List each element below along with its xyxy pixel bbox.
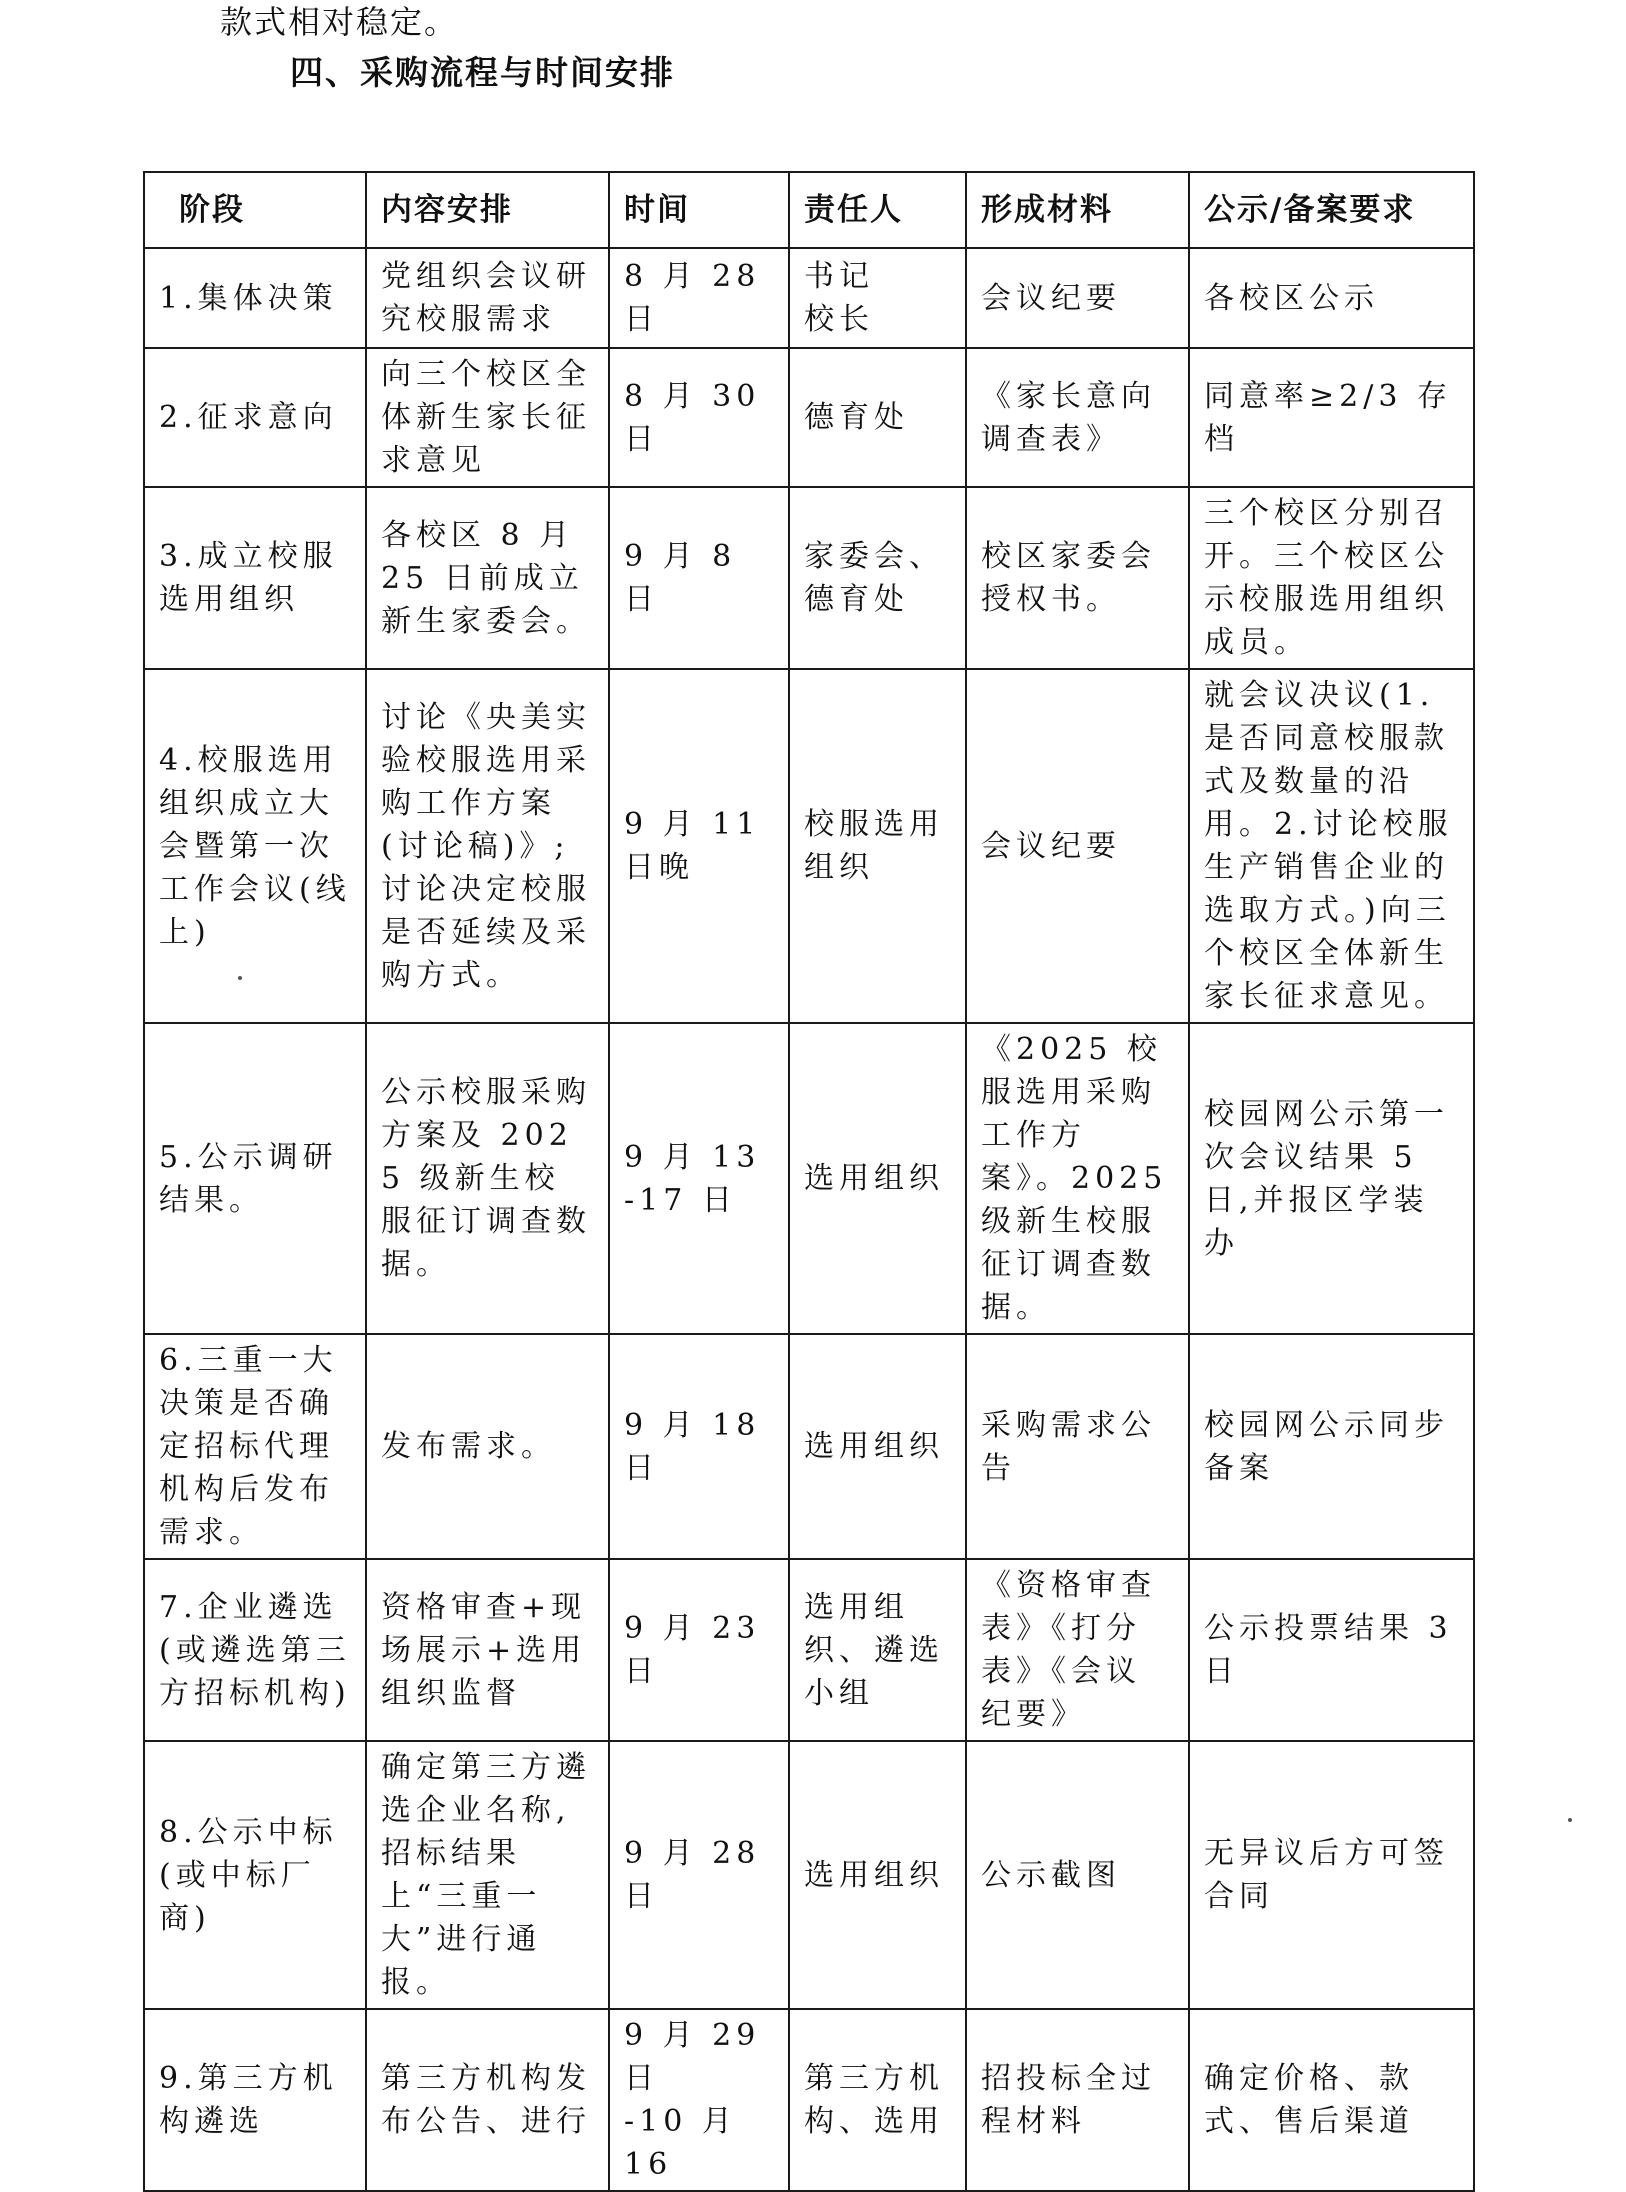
table-row	[144, 1741, 1474, 2009]
table-row	[144, 1559, 1474, 1741]
cell-publicity: 三个校区分别召开。三个校区公示校服选用组织成员。	[1189, 487, 1474, 669]
cell-materials: 《资格审查表》《打分表》《会议纪要》	[966, 1559, 1189, 1741]
cell-responsible: 第三方机构、选用	[789, 2009, 966, 2191]
cell-time: 9 月 29 日 -10 月 16	[609, 2009, 789, 2191]
cell-time: 9 月 8 日	[609, 487, 789, 669]
cell-stage: 8.公示中标(或中标厂商)	[144, 1741, 366, 2009]
table-row	[144, 487, 1474, 669]
cell-content: 发布需求。	[366, 1334, 609, 1559]
cell-materials: 会议纪要	[966, 248, 1189, 348]
cell-materials: 会议纪要	[966, 669, 1189, 1023]
cell-publicity: 各校区公示	[1189, 248, 1474, 348]
header-stage: 阶段	[144, 172, 366, 248]
table-row	[144, 348, 1474, 487]
cell-time: 9 月 23 日	[609, 1559, 789, 1741]
cell-stage: 1.集体决策	[144, 248, 366, 348]
cell-publicity: 就会议决议(1.是否同意校服款式及数量的沿用。2.讨论校服生产销售企业的选取方式。)向三个校区全体新生家长征求意见。	[1189, 669, 1474, 1023]
cell-content: 党组织会议研究校服需求	[366, 248, 609, 348]
cell-content: 确定第三方遴选企业名称,招标结果上“三重一大”进行通报。	[366, 1741, 609, 2009]
cell-materials: 《2025 校服选用采购工作方案》。2025 级新生校服征订调查数据。	[966, 1023, 1189, 1334]
cell-responsible: 选用组织	[789, 1334, 966, 1559]
header-materials: 形成材料	[966, 172, 1189, 248]
cell-publicity: 无异议后方可签合同	[1189, 1741, 1474, 2009]
section-heading: 四、采购流程与时间安排	[290, 53, 675, 92]
cell-responsible: 家委会、德育处	[789, 487, 966, 669]
cell-stage: 9.第三方机构遴选	[144, 2009, 366, 2191]
header-responsible: 责任人	[789, 172, 966, 248]
cell-time: 9 月 28 日	[609, 1741, 789, 2009]
cell-stage: 6.三重一大决策是否确定招标代理机构后发布需求。	[144, 1334, 366, 1559]
cell-materials: 采购需求公告	[966, 1334, 1189, 1559]
cell-publicity: 确定价格、款式、售后渠道	[1189, 2009, 1474, 2191]
cell-stage: 5.公示调研结果。	[144, 1023, 366, 1334]
cell-time: 9 月 13-17 日	[609, 1023, 789, 1334]
cell-responsible: 校服选用组织	[789, 669, 966, 1023]
header-time: 时间	[609, 172, 789, 248]
cell-publicity: 公示投票结果 3 日	[1189, 1559, 1474, 1741]
cell-content: 讨论《央美实验校服选用采购工作方案(讨论稿)》;讨论决定校服是否延续及采购方式。	[366, 669, 609, 1023]
cell-materials: 《家长意向调查表》	[966, 348, 1189, 487]
cell-publicity: 同意率≥2/3 存档	[1189, 348, 1474, 487]
cell-materials: 公示截图	[966, 1741, 1189, 2009]
cell-content: 第三方机构发布公告、进行	[366, 2009, 609, 2191]
table-header-row	[144, 172, 1474, 248]
cell-content: 各校区 8 月 25 日前成立新生家委会。	[366, 487, 609, 669]
cell-publicity: 校园网公示同步备案	[1189, 1334, 1474, 1559]
cell-stage: 2.征求意向	[144, 348, 366, 487]
cell-responsible: 书记 校长	[789, 248, 966, 348]
cell-content: 资格审查+现场展示+选用组织监督	[366, 1559, 609, 1741]
table-row	[144, 1334, 1474, 1559]
cell-materials: 招投标全过程材料	[966, 2009, 1189, 2191]
header-content: 内容安排	[366, 172, 609, 248]
cell-responsible: 选用组织、遴选小组	[789, 1559, 966, 1741]
scan-speck	[1568, 1818, 1572, 1822]
cell-stage: 7.企业遴选(或遴选第三方招标机构)	[144, 1559, 366, 1741]
cell-stage: 4.校服选用组织成立大会暨第一次工作会议(线上)	[144, 669, 366, 1023]
intro-text-line: 款式相对稳定。	[220, 3, 459, 41]
cell-time: 8 月 28 日	[609, 248, 789, 348]
cell-responsible: 选用组织	[789, 1023, 966, 1334]
cell-time: 9 月 18 日	[609, 1334, 789, 1559]
cell-publicity: 校园网公示第一次会议结果 5 日,并报区学装办	[1189, 1023, 1474, 1334]
table-row	[144, 1023, 1474, 1334]
procurement-schedule-table	[143, 171, 1475, 2192]
table-row	[144, 248, 1474, 348]
cell-time: 9 月 11 日晚	[609, 669, 789, 1023]
cell-content: 向三个校区全体新生家长征求意见	[366, 348, 609, 487]
cell-stage: 3.成立校服选用组织	[144, 487, 366, 669]
header-publicity: 公示/备案要求	[1189, 172, 1474, 248]
cell-time: 8 月 30 日	[609, 348, 789, 487]
scan-speck	[238, 976, 242, 980]
cell-materials: 校区家委会授权书。	[966, 487, 1189, 669]
cell-responsible: 德育处	[789, 348, 966, 487]
cell-content: 公示校服采购方案及 2025 级新生校服征订调查数据。	[366, 1023, 609, 1334]
table-row	[144, 669, 1474, 1023]
table-row	[144, 2009, 1474, 2191]
cell-responsible: 选用组织	[789, 1741, 966, 2009]
